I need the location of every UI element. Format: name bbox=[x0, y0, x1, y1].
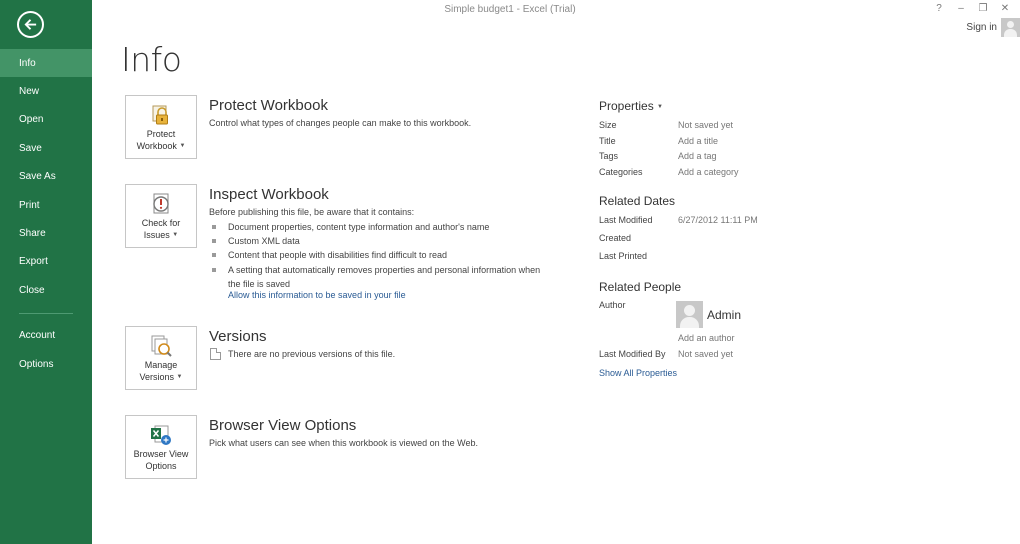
property-key: Last Modified By bbox=[599, 349, 666, 359]
list-item: Content that people with disabilities find difficult to read bbox=[211, 248, 551, 262]
manage-versions-button[interactable] bbox=[125, 326, 197, 390]
manage-versions-label: Manage bbox=[144, 360, 178, 370]
restore-icon[interactable]: ❐ bbox=[978, 3, 988, 14]
protect-workbook-button[interactable] bbox=[125, 95, 197, 159]
help-icon[interactable]: ? bbox=[936, 3, 942, 14]
arrow-left-icon bbox=[23, 17, 38, 32]
check-issues-label-2: Issues bbox=[143, 229, 170, 240]
nav-item-close[interactable]: Close bbox=[19, 284, 45, 296]
nav-item-share[interactable]: Share bbox=[19, 228, 46, 240]
inspect-bullet-list bbox=[211, 220, 551, 291]
lock-key-icon bbox=[149, 103, 173, 127]
browser-view-label: Browser View bbox=[133, 449, 189, 459]
check-for-issues-button[interactable] bbox=[125, 184, 197, 248]
inspect-workbook-desc: Before publishing this file, be aware that it contains: bbox=[209, 207, 415, 217]
protect-button-label-2: Workbook bbox=[136, 140, 177, 151]
versions-title: Versions bbox=[209, 328, 267, 345]
sign-in-label[interactable]: Sign in bbox=[966, 22, 997, 33]
nav-item-open[interactable]: Open bbox=[19, 114, 44, 126]
property-key: Last Modified bbox=[599, 215, 653, 225]
property-value: Not saved yet bbox=[678, 120, 734, 130]
caret-down-icon: ▼ bbox=[176, 373, 183, 380]
back-button[interactable] bbox=[17, 11, 44, 38]
property-key: Title bbox=[599, 136, 616, 146]
nav-item-account[interactable]: Account bbox=[19, 330, 56, 342]
title-bar bbox=[92, 0, 1020, 33]
browser-view-title: Browser View Options bbox=[209, 417, 357, 434]
nav-item-save-as[interactable]: Save As bbox=[19, 171, 56, 183]
close-icon[interactable]: ✕ bbox=[1000, 3, 1010, 14]
add-author-field[interactable]: Add an author bbox=[678, 333, 735, 343]
manage-versions-label-2: Versions bbox=[139, 371, 175, 382]
manage-versions-icon bbox=[149, 334, 173, 358]
browser-view-label-2: Options bbox=[145, 460, 177, 471]
show-all-properties-link[interactable]: Show All Properties bbox=[599, 368, 678, 378]
backstage-nav bbox=[0, 49, 92, 378]
protect-workbook-desc: Control what types of changes people can make to this workbook. bbox=[209, 118, 472, 128]
nav-divider bbox=[19, 313, 73, 314]
property-value: 6/27/2012 11:11 PM bbox=[678, 215, 758, 225]
backstage-sidebar bbox=[0, 0, 92, 544]
nav-item-save[interactable]: Save bbox=[19, 142, 42, 154]
list-item: Document properties, content type information and author's name bbox=[211, 220, 551, 234]
related-people-heading: Related People bbox=[599, 280, 682, 294]
nav-item-options[interactable]: Options bbox=[19, 358, 54, 370]
page-title: Info bbox=[121, 40, 182, 79]
browser-view-desc: Pick what users can see when this workbook is viewed on the Web. bbox=[209, 438, 478, 448]
allow-info-saved-link[interactable]: Allow this information to be saved in your file bbox=[228, 290, 406, 300]
list-item: A setting that automatically removes properties and personal information when the file is saved bbox=[211, 263, 551, 291]
protect-button-label: Protect bbox=[146, 129, 176, 139]
versions-row bbox=[210, 348, 395, 360]
nav-item-info[interactable]: Info bbox=[0, 49, 92, 77]
inspect-workbook-title: Inspect Workbook bbox=[209, 186, 329, 203]
tags-field[interactable]: Add a tag bbox=[678, 151, 717, 161]
property-key: Categories bbox=[599, 167, 643, 177]
window-title: Simple budget1 - Excel (Trial) bbox=[444, 4, 576, 15]
window-controls bbox=[930, 2, 1014, 16]
caret-down-icon: ▼ bbox=[657, 103, 663, 110]
property-key: Size bbox=[599, 120, 617, 130]
categories-field[interactable]: Add a category bbox=[678, 167, 739, 177]
author-avatar-icon bbox=[676, 301, 703, 328]
user-avatar-icon[interactable] bbox=[1001, 18, 1020, 37]
list-item: Custom XML data bbox=[211, 234, 551, 248]
excel-web-icon bbox=[149, 423, 173, 447]
title-field[interactable]: Add a title bbox=[678, 136, 719, 146]
check-issues-label: Check for bbox=[141, 218, 181, 228]
document-icon bbox=[210, 348, 221, 360]
caret-down-icon: ▼ bbox=[179, 142, 186, 149]
versions-desc: There are no previous versions of this file. bbox=[228, 349, 396, 359]
author-name[interactable]: Admin bbox=[707, 308, 742, 322]
minimize-icon[interactable]: – bbox=[958, 3, 964, 14]
related-dates-heading: Related Dates bbox=[599, 194, 676, 208]
properties-heading[interactable]: Properties ▼ bbox=[599, 99, 663, 113]
sign-in[interactable] bbox=[966, 18, 1020, 37]
property-key: Last Printed bbox=[599, 251, 648, 261]
property-key: Tags bbox=[599, 151, 619, 161]
property-value: Not saved yet bbox=[678, 349, 734, 359]
property-key: Author bbox=[599, 300, 626, 310]
nav-item-print[interactable]: Print bbox=[19, 199, 40, 211]
caret-down-icon: ▼ bbox=[172, 231, 179, 238]
inspect-document-icon bbox=[149, 192, 173, 216]
nav-item-export[interactable]: Export bbox=[19, 256, 48, 268]
browser-view-options-button[interactable] bbox=[125, 415, 197, 479]
property-key: Created bbox=[599, 233, 632, 243]
nav-item-new[interactable]: New bbox=[19, 86, 40, 98]
protect-workbook-title: Protect Workbook bbox=[209, 97, 328, 114]
